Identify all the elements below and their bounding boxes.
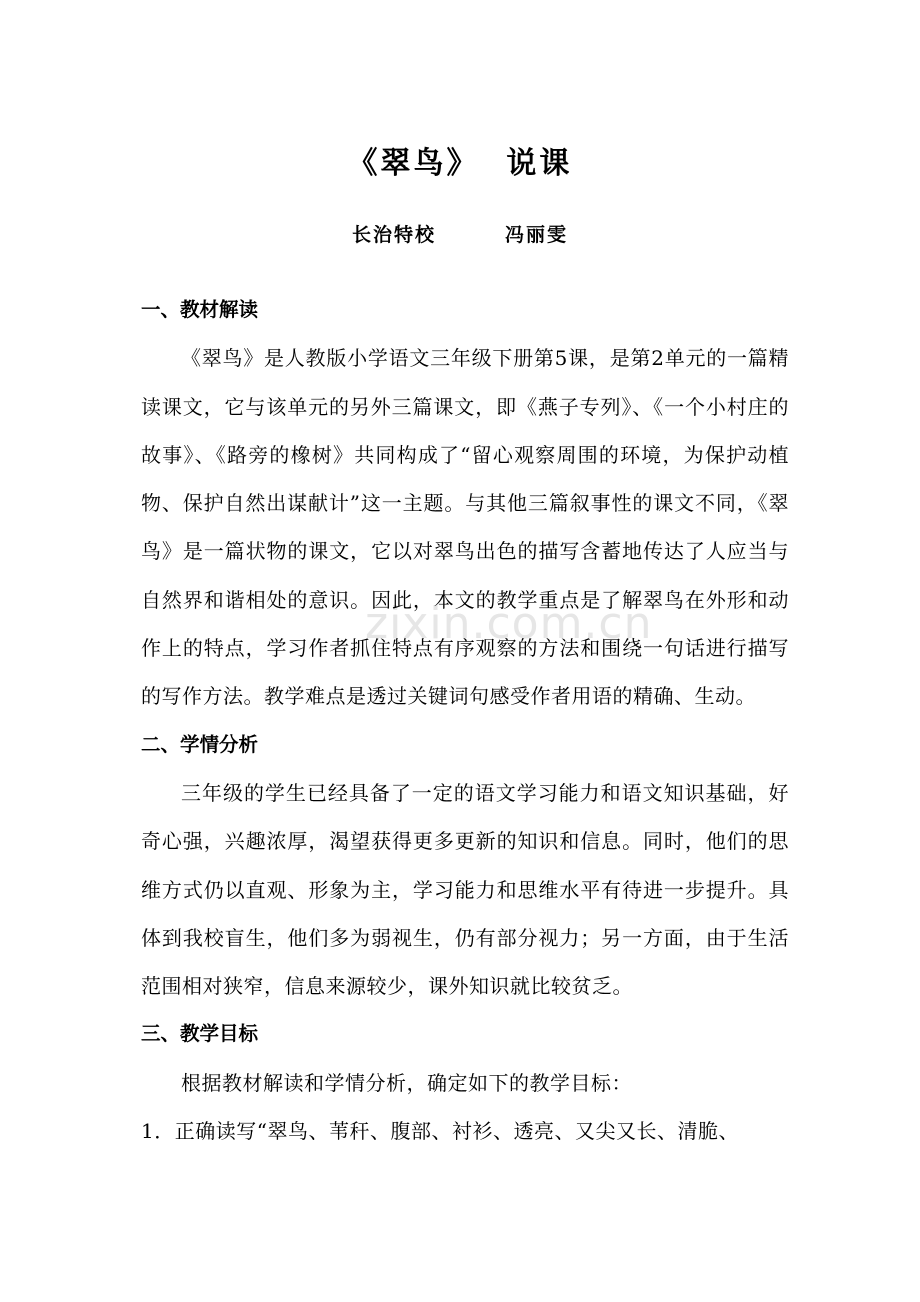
section-3-paragraph: 根据教材解读和学情分析，确定如下的教学目标： [181,1070,632,1095]
watermark: zixin.com.cn [365,598,653,649]
objective-item-1: 1．正确读写“翠鸟、苇秆、腹部、衬衫、透亮、又尖又长、清脆、 [141,1119,739,1144]
section-heading-1: 一、教材解读 [141,298,259,321]
document-body [141,286,789,1155]
author-line: 长治特校 冯丽雯 [352,224,568,246]
section-heading-3: 三、教学目标 [141,1022,259,1046]
section-2-paragraph: 三年级的学生已经具备了一定的语文学习能力和语文知识基础，好奇心强，兴趣浓厚，渴望获得更多更新的知识和信息。同时，他们的思维方式仍以直观、形象为主，学习能力和思维水平有待进一步提升。具体到我校盲生，他们多为弱视生，仍有部分视力；另一方面，由于生活范围相对狭窄，信息来源较少，课外知识就比较贫乏。 [141,780,789,999]
document-title: 《翠鸟》 说课 [347,146,573,181]
section-heading-2: 二、学情分析 [141,732,259,756]
section-1-paragraph: 《翠鸟》是人教版小学语文三年级下册第5课，是第2单元的一篇精读课文，它与该单元的另外三篇课文，即《燕子专列》、《一个小村庄的故事》、《路旁的橡树》共同构成了“留心观察周围的环境，为保护动植物、保护自然出谋献计”这一主题。与其他三篇叙事性的课文不同，《翠鸟》是一篇状物的课文，它以对翠鸟出色的描写含蓄地传达了人应当与自然界和谐相处的意识。因此，本文的教学重点是了解翠鸟在外形和动作上的特点，学习作者抓住特点有序观察的方法和围绕一句话进行描写的写作方法。教学难点是透过关键词句感受作者用语的精确、生动。 [141,346,789,709]
